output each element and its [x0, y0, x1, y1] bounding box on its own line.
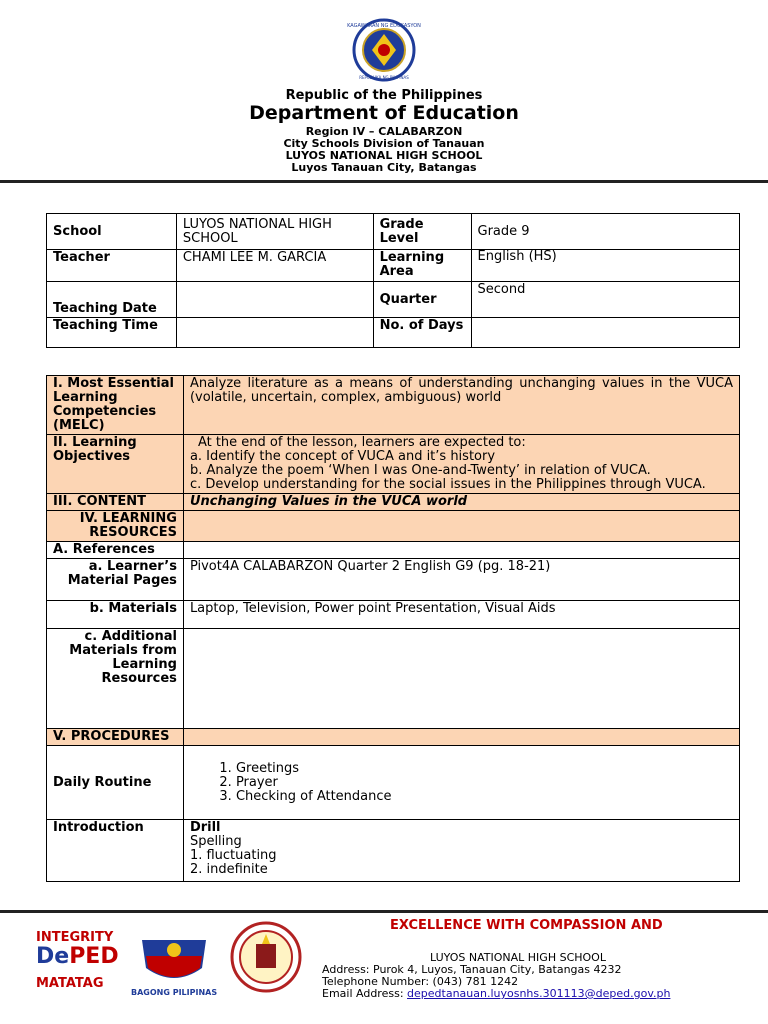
lesson-plan-table	[46, 375, 740, 882]
routine-item: 2. Prayer	[236, 776, 733, 790]
melc-text: Analyze literature as a means of understanding unchanging values in the VUCA (volatile, uncertain, complex, ambiguous) world	[183, 376, 739, 435]
introduction-cell	[183, 820, 739, 882]
routine-item: 3. Checking of Attendance	[236, 790, 733, 804]
grade-value: Grade 9	[471, 214, 740, 250]
time-value	[176, 318, 373, 348]
additional-label: c. Additional Materials from Learning Resources	[47, 629, 184, 729]
resources-label: IV. LEARNING RESOURCES	[47, 511, 184, 542]
deped-logo-part-b: PED	[69, 944, 119, 969]
school-label: School	[47, 214, 177, 250]
content-text: Unchanging Values in the VUCA world	[183, 494, 739, 511]
division-line: City Schools Division of Tanauan	[283, 137, 485, 150]
teacher-value: CHAMI LEE M. GARCIA	[176, 250, 373, 282]
objectives-intro: At the end of the lesson, learners are expected to:	[197, 435, 526, 450]
bagong-pilipinas-text: BAGONG PILIPINAS	[131, 988, 218, 997]
republic-heading: Republic of the Philippines	[285, 88, 483, 103]
intro-title: Drill	[189, 820, 221, 835]
objective-c: c. Develop understanding for the social issues in the Philippines through VUCA.	[189, 477, 706, 492]
resources-value	[183, 511, 739, 542]
footer-address: Address: Purok 4, Luyos, Tanauan City, Batangas 4232	[322, 963, 622, 976]
grade-label: Grade Level	[373, 214, 471, 250]
deped-seal-logo	[335, 18, 433, 82]
area-label: Learning Area	[373, 250, 471, 282]
routine-item: 1. Greetings	[236, 762, 733, 776]
quarter-value: Second	[471, 282, 740, 318]
intro-item: 2. indefinite	[189, 862, 268, 877]
school-value: LUYOS NATIONAL HIGH SCHOOL	[176, 214, 373, 250]
objective-a: a. Identify the concept of VUCA and it’s history	[189, 449, 496, 464]
area-value: English (HS)	[471, 250, 740, 282]
date-value	[176, 282, 373, 318]
routine-label: Daily Routine	[47, 746, 184, 820]
references-label: A. References	[47, 542, 184, 559]
department-heading: Department of Education	[249, 102, 519, 124]
footer-email	[322, 988, 670, 1000]
date-label: Teaching Date	[47, 282, 177, 318]
deped-logo-part-a: De	[36, 944, 70, 969]
objectives-label: II. Learning Objectives	[47, 435, 184, 494]
lm-text: Pivot4A CALABARZON Quarter 2 English G9 (pg. 18-21)	[183, 559, 739, 601]
school-line: LUYOS NATIONAL HIGH SCHOOL	[285, 149, 483, 162]
email-link[interactable]: depedtanauan.luyosnhs.301113@deped.gov.ph	[407, 987, 671, 1000]
lm-label: a. Learner’s Material Pages	[47, 559, 184, 601]
melc-label: I. Most Essential Learning Competencies (MELC)	[47, 376, 184, 435]
email-label: Email Address:	[322, 987, 408, 1000]
footer-telephone: Telephone Number: (043) 781 1242	[322, 975, 519, 988]
footer-motto: EXCELLENCE WITH COMPASSION AND	[390, 918, 663, 933]
matatag-label: MATATAG	[36, 976, 104, 991]
objective-b: b. Analyze the poem ‘When I was One-and-Twenty’ in relation of VUCA.	[189, 463, 651, 478]
seal-text-bottom: REPUBLIKA NG PILIPINAS	[359, 75, 409, 80]
materials-text: Laptop, Television, Power point Presentation, Visual Aids	[183, 601, 739, 629]
materials-label: b. Materials	[47, 601, 184, 629]
deped-logo	[36, 944, 119, 969]
intro-sub: Spelling	[189, 834, 242, 849]
days-label: No. of Days	[373, 318, 471, 348]
integrity-label: INTEGRITY	[36, 930, 114, 945]
footer-divider	[0, 910, 768, 913]
routine-cell	[183, 746, 739, 820]
bagong-pilipinas-logo	[136, 934, 212, 988]
days-value	[471, 318, 740, 348]
time-label: Teaching Time	[47, 318, 177, 348]
lesson-info-table	[46, 213, 740, 348]
header-divider	[0, 180, 768, 183]
introduction-label: Introduction	[47, 820, 184, 882]
content-label: III. CONTENT	[47, 494, 184, 511]
location-line: Luyos Tanauan City, Batangas	[291, 161, 477, 174]
teacher-label: Teacher	[47, 250, 177, 282]
additional-text	[183, 629, 739, 729]
objectives-cell	[183, 435, 739, 494]
quarter-label: Quarter	[373, 282, 471, 318]
region-line: Region IV – CALABARZON	[305, 125, 463, 138]
routine-list	[190, 762, 733, 804]
references-value	[183, 542, 739, 559]
footer-school-name: LUYOS NATIONAL HIGH SCHOOL	[430, 951, 606, 964]
seal-text-top: KAGAWARAN NG EDUKASYON	[347, 23, 421, 29]
procedures-value	[183, 729, 739, 746]
intro-item: 1. fluctuating	[189, 848, 277, 863]
school-seal-logo	[220, 920, 312, 994]
procedures-label: V. PROCEDURES	[47, 729, 184, 746]
